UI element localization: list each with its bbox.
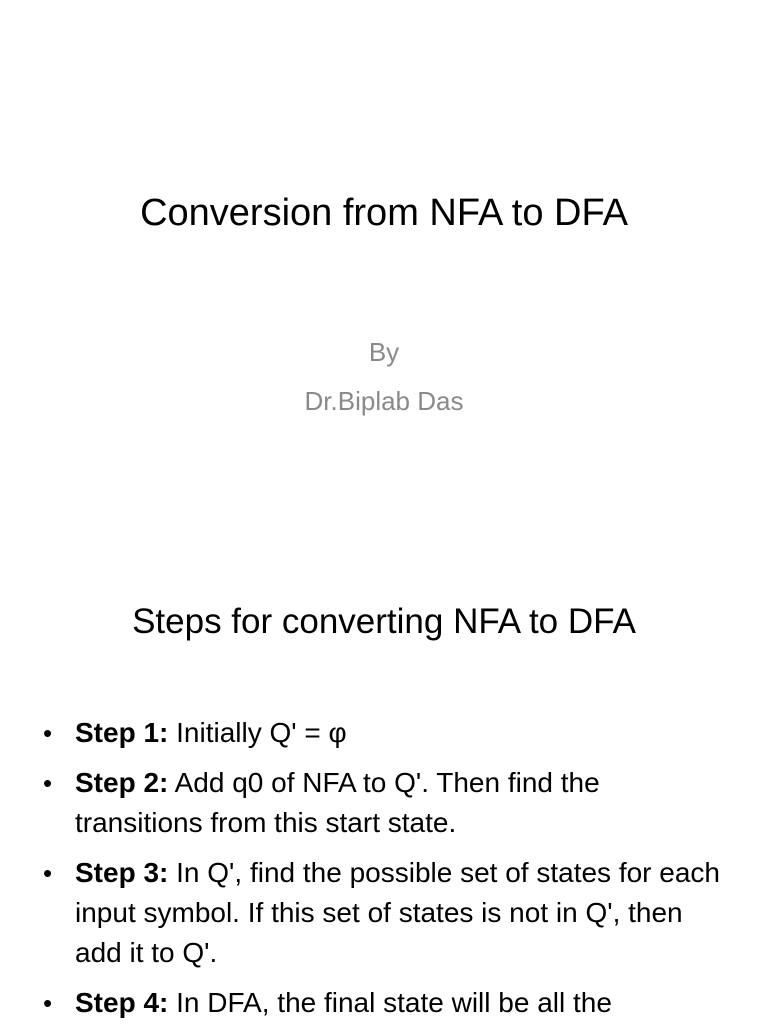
step-text: Initially Q' = φ bbox=[168, 717, 347, 748]
steps-list bbox=[40, 713, 730, 1033]
steps-heading: Steps for converting NFA to DFA bbox=[132, 602, 636, 641]
step-label: Step 4: bbox=[75, 987, 169, 1018]
step-text: Add q0 of NFA to Q'. Then find the transitions from this start state. bbox=[75, 767, 600, 838]
slide-subtitle bbox=[0, 328, 768, 426]
bullet-icon: • bbox=[43, 768, 53, 798]
list-item bbox=[40, 763, 730, 843]
bullet-icon: • bbox=[43, 858, 53, 888]
list-item bbox=[40, 853, 730, 973]
subtitle-author: Dr.Biplab Das bbox=[304, 386, 464, 416]
subtitle-by: By bbox=[368, 337, 400, 367]
step-text: In Q', find the possible set of states for each input symbol. If this set of states is not in Q', then add it to Q'. bbox=[75, 857, 721, 968]
step-text: In DFA, the final state will be all the bbox=[168, 987, 612, 1018]
step-label: Step 1: bbox=[75, 717, 169, 748]
list-item bbox=[40, 983, 730, 1023]
slide-steps bbox=[0, 512, 768, 1024]
step-label: Step 2: bbox=[75, 767, 169, 798]
step-label: Step 3: bbox=[75, 857, 169, 888]
slide-title bbox=[0, 0, 768, 512]
bullet-icon: • bbox=[43, 718, 53, 748]
list-item bbox=[40, 713, 730, 753]
bullet-icon: • bbox=[43, 988, 53, 1018]
slide-title-heading: Conversion from NFA to DFA bbox=[140, 192, 628, 234]
